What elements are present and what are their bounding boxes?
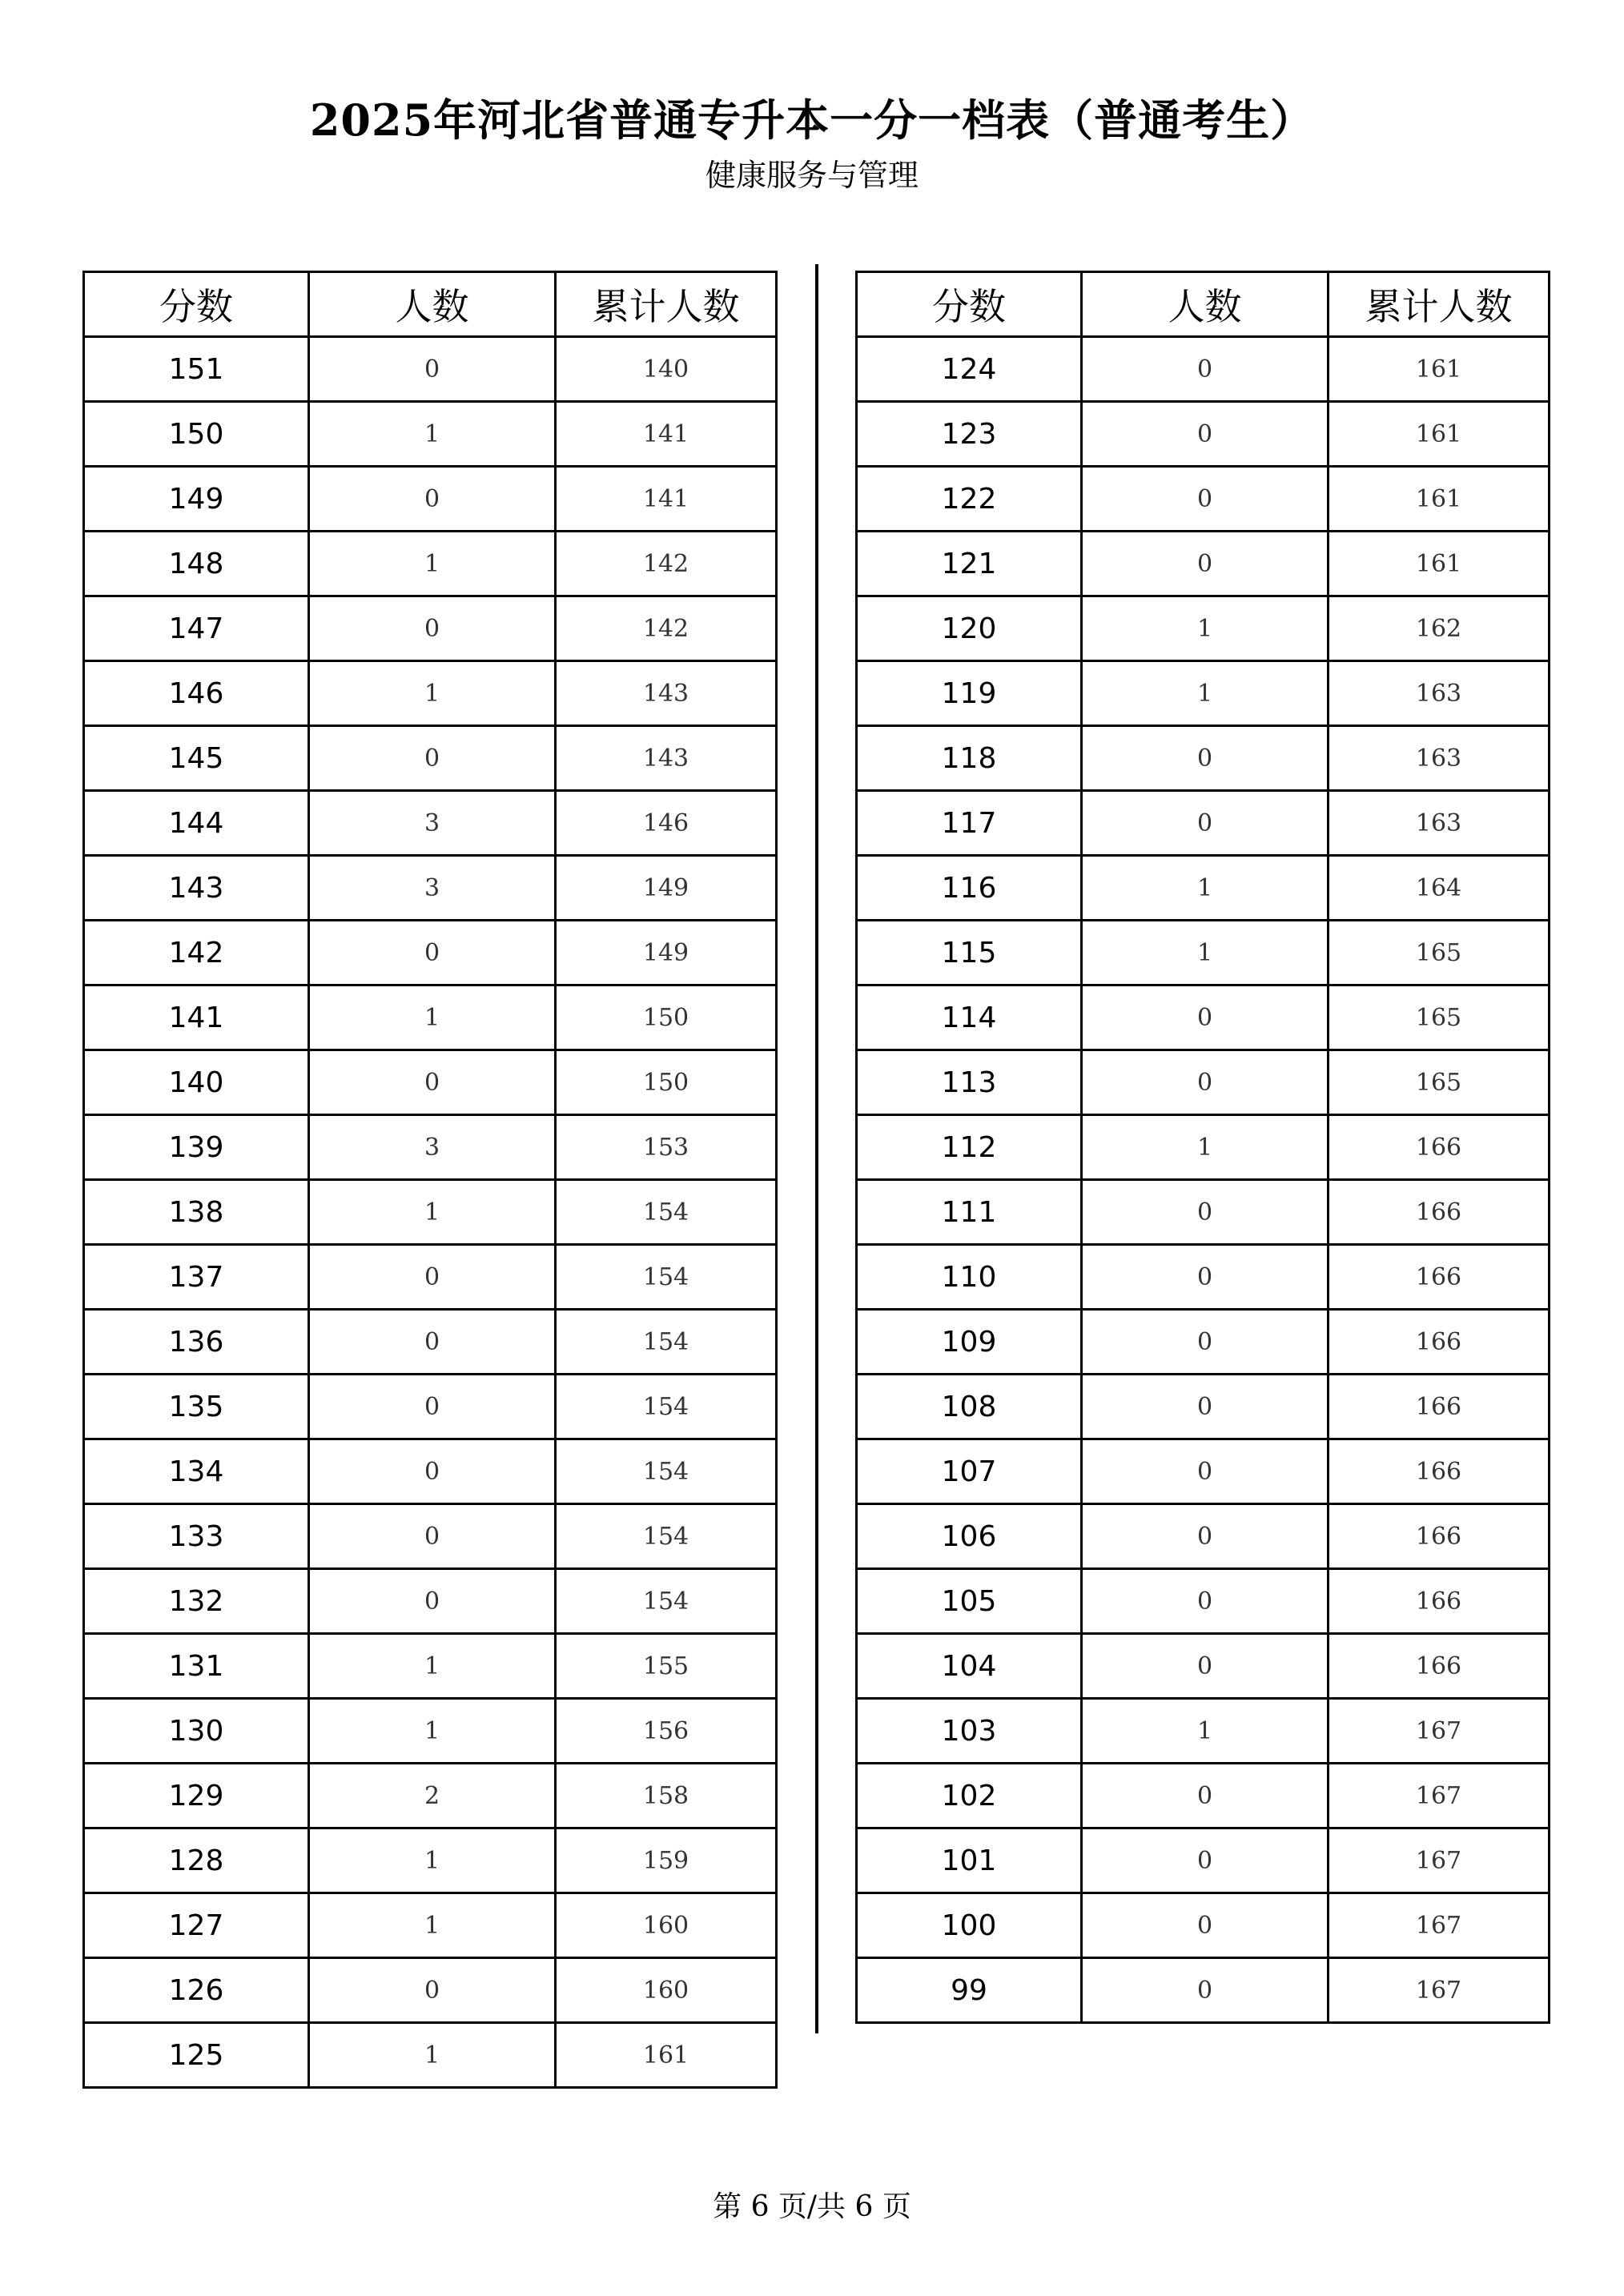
cumulative-cell: 142 — [556, 596, 777, 661]
table-row — [84, 1375, 777, 1439]
count-cell: 1 — [309, 402, 556, 467]
table-row — [84, 921, 777, 985]
cumulative-cell: 167 — [1329, 1893, 1550, 1958]
score-cell: 148 — [84, 532, 309, 596]
score-cell: 135 — [84, 1375, 309, 1439]
table-row — [84, 661, 777, 726]
count-cell: 1 — [309, 985, 556, 1050]
cumulative-cell: 156 — [556, 1699, 777, 1764]
count-cell: 0 — [1082, 1828, 1329, 1893]
count-cell: 0 — [1082, 985, 1329, 1050]
count-cell: 1 — [1082, 921, 1329, 985]
table-row — [857, 1050, 1550, 1115]
table-row — [857, 1764, 1550, 1828]
table-row — [84, 1699, 777, 1764]
table-row — [857, 791, 1550, 856]
score-cell: 109 — [857, 1310, 1082, 1375]
score-cell: 146 — [84, 661, 309, 726]
table-header-row — [857, 272, 1550, 337]
score-cell: 125 — [84, 2023, 309, 2088]
count-cell: 1 — [309, 1828, 556, 1893]
count-cell: 0 — [1082, 1050, 1329, 1115]
count-cell: 1 — [309, 532, 556, 596]
table-row — [84, 1764, 777, 1828]
score-cell: 130 — [84, 1699, 309, 1764]
score-cell: 137 — [84, 1245, 309, 1310]
cumulative-cell: 141 — [556, 467, 777, 532]
count-cell: 0 — [1082, 1634, 1329, 1699]
table-row — [84, 1115, 777, 1180]
score-cell: 121 — [857, 532, 1082, 596]
count-cell: 0 — [309, 921, 556, 985]
score-cell: 136 — [84, 1310, 309, 1375]
table-row — [84, 1893, 777, 1958]
table-row — [84, 791, 777, 856]
score-cell: 122 — [857, 467, 1082, 532]
score-cell: 105 — [857, 1569, 1082, 1634]
cumulative-cell: 166 — [1329, 1245, 1550, 1310]
cumulative-cell: 150 — [556, 1050, 777, 1115]
score-cell: 112 — [857, 1115, 1082, 1180]
score-cell: 131 — [84, 1634, 309, 1699]
table-row — [857, 1245, 1550, 1310]
header-cumulative: 累计人数 — [1329, 272, 1550, 337]
cumulative-cell: 154 — [556, 1375, 777, 1439]
score-cell: 110 — [857, 1245, 1082, 1310]
cumulative-cell: 167 — [1329, 1828, 1550, 1893]
page-subtitle: 健康服务与管理 — [705, 158, 919, 193]
count-cell: 0 — [1082, 1439, 1329, 1504]
page-footer: 第 6 页/共 6 页 — [713, 2190, 911, 2223]
count-cell: 0 — [1082, 1375, 1329, 1439]
cumulative-cell: 154 — [556, 1439, 777, 1504]
score-cell: 141 — [84, 985, 309, 1050]
cumulative-cell: 160 — [556, 1893, 777, 1958]
count-cell: 0 — [1082, 337, 1329, 402]
score-cell: 99 — [857, 1958, 1082, 2023]
count-cell: 0 — [309, 1504, 556, 1569]
cumulative-cell: 166 — [1329, 1634, 1550, 1699]
count-cell: 1 — [309, 661, 556, 726]
score-cell: 118 — [857, 726, 1082, 791]
score-cell: 120 — [857, 596, 1082, 661]
cumulative-cell: 141 — [556, 402, 777, 467]
score-cell: 115 — [857, 921, 1082, 985]
score-cell: 101 — [857, 1828, 1082, 1893]
table-row — [84, 1504, 777, 1569]
count-cell: 0 — [1082, 1764, 1329, 1828]
table-row — [857, 661, 1550, 726]
cumulative-cell: 143 — [556, 726, 777, 791]
count-cell: 0 — [309, 337, 556, 402]
table-row — [84, 1634, 777, 1699]
count-cell: 0 — [309, 1439, 556, 1504]
score-cell: 103 — [857, 1699, 1082, 1764]
count-cell: 0 — [309, 1569, 556, 1634]
cumulative-cell: 166 — [1329, 1439, 1550, 1504]
score-cell: 108 — [857, 1375, 1082, 1439]
count-cell: 0 — [1082, 1569, 1329, 1634]
cumulative-cell: 154 — [556, 1310, 777, 1375]
cumulative-cell: 155 — [556, 1634, 777, 1699]
score-cell: 127 — [84, 1893, 309, 1958]
table-row — [857, 402, 1550, 467]
cumulative-cell: 166 — [1329, 1180, 1550, 1245]
cumulative-cell: 159 — [556, 1828, 777, 1893]
header-cumulative: 累计人数 — [556, 272, 777, 337]
score-table-right — [855, 271, 1550, 2024]
score-cell: 150 — [84, 402, 309, 467]
table-row — [857, 1893, 1550, 1958]
count-cell: 0 — [1082, 532, 1329, 596]
score-cell: 139 — [84, 1115, 309, 1180]
count-cell: 1 — [1082, 1699, 1329, 1764]
score-cell: 116 — [857, 856, 1082, 921]
table-row — [84, 2023, 777, 2088]
cumulative-cell: 163 — [1329, 791, 1550, 856]
count-cell: 3 — [309, 791, 556, 856]
cumulative-cell: 154 — [556, 1245, 777, 1310]
score-cell: 151 — [84, 337, 309, 402]
table-row — [857, 921, 1550, 985]
count-cell: 1 — [1082, 856, 1329, 921]
score-cell: 111 — [857, 1180, 1082, 1245]
table-row — [84, 467, 777, 532]
header-count: 人数 — [309, 272, 556, 337]
count-cell: 1 — [1082, 661, 1329, 726]
cumulative-cell: 165 — [1329, 921, 1550, 985]
table-header-row — [84, 272, 777, 337]
table-row — [84, 596, 777, 661]
cumulative-cell: 161 — [556, 2023, 777, 2088]
table-row — [84, 985, 777, 1050]
score-cell: 140 — [84, 1050, 309, 1115]
cumulative-cell: 163 — [1329, 726, 1550, 791]
score-cell: 138 — [84, 1180, 309, 1245]
cumulative-cell: 164 — [1329, 856, 1550, 921]
count-cell: 1 — [309, 2023, 556, 2088]
table-row — [857, 1504, 1550, 1569]
header-score: 分数 — [84, 272, 309, 337]
count-cell: 0 — [1082, 791, 1329, 856]
cumulative-cell: 161 — [1329, 337, 1550, 402]
table-row — [84, 1050, 777, 1115]
table-row — [857, 1115, 1550, 1180]
table-row — [84, 1180, 777, 1245]
table-row — [84, 1439, 777, 1504]
table-row — [857, 467, 1550, 532]
cumulative-cell: 161 — [1329, 532, 1550, 596]
table-row — [84, 532, 777, 596]
cumulative-cell: 166 — [1329, 1375, 1550, 1439]
table-row — [857, 1180, 1550, 1245]
count-cell: 1 — [309, 1180, 556, 1245]
count-cell: 0 — [1082, 1893, 1329, 1958]
table-row — [857, 1569, 1550, 1634]
table-row — [84, 1828, 777, 1893]
cumulative-cell: 165 — [1329, 1050, 1550, 1115]
score-cell: 126 — [84, 1958, 309, 2023]
count-cell: 0 — [1082, 402, 1329, 467]
cumulative-cell: 154 — [556, 1569, 777, 1634]
count-cell: 0 — [1082, 1504, 1329, 1569]
count-cell: 0 — [309, 1245, 556, 1310]
score-cell: 134 — [84, 1439, 309, 1504]
score-cell: 106 — [857, 1504, 1082, 1569]
count-cell: 0 — [1082, 467, 1329, 532]
table-row — [857, 1699, 1550, 1764]
cumulative-cell: 161 — [1329, 402, 1550, 467]
score-cell: 104 — [857, 1634, 1082, 1699]
score-cell: 147 — [84, 596, 309, 661]
table-row — [857, 337, 1550, 402]
table-row — [857, 985, 1550, 1050]
table-row — [857, 856, 1550, 921]
score-cell: 102 — [857, 1764, 1082, 1828]
score-cell: 128 — [84, 1828, 309, 1893]
table-row — [857, 1828, 1550, 1893]
header-score: 分数 — [857, 272, 1082, 337]
count-cell: 1 — [309, 1699, 556, 1764]
table-row — [857, 532, 1550, 596]
score-cell: 145 — [84, 726, 309, 791]
count-cell: 0 — [309, 1050, 556, 1115]
count-cell: 0 — [1082, 1245, 1329, 1310]
score-cell: 119 — [857, 661, 1082, 726]
cumulative-cell: 163 — [1329, 661, 1550, 726]
cumulative-cell: 162 — [1329, 596, 1550, 661]
cumulative-cell: 142 — [556, 532, 777, 596]
count-cell: 3 — [309, 1115, 556, 1180]
count-cell: 0 — [309, 1375, 556, 1439]
count-cell: 0 — [1082, 726, 1329, 791]
cumulative-cell: 158 — [556, 1764, 777, 1828]
table-row — [84, 726, 777, 791]
page-title: 2025年河北省普通专升本一分一档表（普通考生） — [309, 94, 1315, 146]
table-row — [857, 596, 1550, 661]
cumulative-cell: 165 — [1329, 985, 1550, 1050]
score-cell: 113 — [857, 1050, 1082, 1115]
count-cell: 0 — [309, 726, 556, 791]
cumulative-cell: 161 — [1329, 467, 1550, 532]
cumulative-cell: 166 — [1329, 1569, 1550, 1634]
table-row — [857, 1375, 1550, 1439]
score-cell: 123 — [857, 402, 1082, 467]
table-row — [84, 337, 777, 402]
table-row — [857, 1439, 1550, 1504]
column-divider — [815, 264, 818, 2033]
table-row — [84, 1310, 777, 1375]
count-cell: 2 — [309, 1764, 556, 1828]
score-cell: 129 — [84, 1764, 309, 1828]
cumulative-cell: 140 — [556, 337, 777, 402]
cumulative-cell: 149 — [556, 856, 777, 921]
count-cell: 1 — [1082, 596, 1329, 661]
table-row — [857, 1958, 1550, 2023]
cumulative-cell: 166 — [1329, 1115, 1550, 1180]
score-cell: 149 — [84, 467, 309, 532]
cumulative-cell: 154 — [556, 1180, 777, 1245]
score-cell: 114 — [857, 985, 1082, 1050]
score-cell: 143 — [84, 856, 309, 921]
table-row — [84, 1569, 777, 1634]
cumulative-cell: 166 — [1329, 1504, 1550, 1569]
cumulative-cell: 167 — [1329, 1958, 1550, 2023]
score-cell: 107 — [857, 1439, 1082, 1504]
header-count: 人数 — [1082, 272, 1329, 337]
count-cell: 1 — [309, 1634, 556, 1699]
cumulative-cell: 146 — [556, 791, 777, 856]
score-cell: 144 — [84, 791, 309, 856]
score-cell: 117 — [857, 791, 1082, 856]
count-cell: 1 — [1082, 1115, 1329, 1180]
table-row — [84, 1958, 777, 2023]
cumulative-cell: 150 — [556, 985, 777, 1050]
cumulative-cell: 154 — [556, 1504, 777, 1569]
score-cell: 124 — [857, 337, 1082, 402]
table-row — [857, 726, 1550, 791]
cumulative-cell: 149 — [556, 921, 777, 985]
score-cell: 100 — [857, 1893, 1082, 1958]
cumulative-cell: 160 — [556, 1958, 777, 2023]
count-cell: 0 — [309, 467, 556, 532]
count-cell: 0 — [309, 1310, 556, 1375]
table-row — [857, 1634, 1550, 1699]
count-cell: 0 — [309, 1958, 556, 2023]
cumulative-cell: 153 — [556, 1115, 777, 1180]
score-cell: 133 — [84, 1504, 309, 1569]
table-row — [857, 1310, 1550, 1375]
cumulative-cell: 167 — [1329, 1764, 1550, 1828]
table-row — [84, 856, 777, 921]
count-cell: 0 — [1082, 1958, 1329, 2023]
count-cell: 1 — [309, 1893, 556, 1958]
count-cell: 0 — [1082, 1180, 1329, 1245]
count-cell: 3 — [309, 856, 556, 921]
table-row — [84, 402, 777, 467]
count-cell: 0 — [309, 596, 556, 661]
cumulative-cell: 167 — [1329, 1699, 1550, 1764]
score-cell: 132 — [84, 1569, 309, 1634]
score-table-left — [82, 271, 778, 2089]
table-row — [84, 1245, 777, 1310]
count-cell: 0 — [1082, 1310, 1329, 1375]
cumulative-cell: 166 — [1329, 1310, 1550, 1375]
score-cell: 142 — [84, 921, 309, 985]
cumulative-cell: 143 — [556, 661, 777, 726]
